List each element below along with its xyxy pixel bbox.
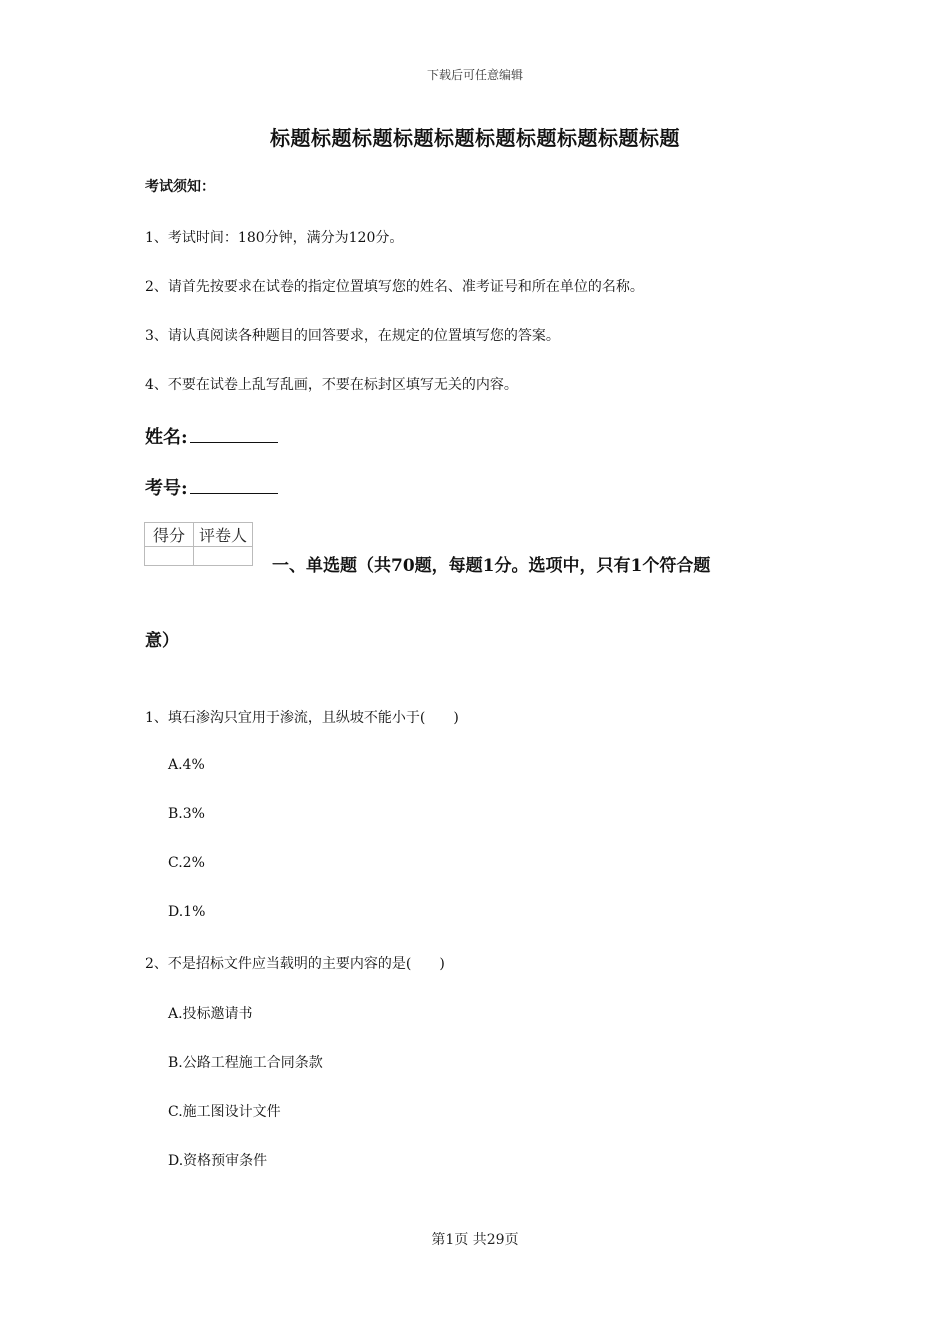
page-footer: 第1页 共29页 — [431, 1232, 519, 1248]
option-b: B.3% — [168, 806, 205, 822]
question-text: 2、不是招标文件应当载明的主要内容的是( ) — [145, 956, 445, 972]
option-d: D.1% — [168, 904, 206, 920]
option-b: B.公路工程施工合同条款 — [168, 1055, 323, 1071]
score-box-score-cell[interactable] — [145, 547, 194, 566]
option-d: D.资格预审条件 — [168, 1153, 268, 1169]
option-c: C.2% — [168, 855, 205, 871]
exam-id-field-blank[interactable] — [190, 492, 278, 494]
notice-item: 4、不要在试卷上乱写乱画，不要在标封区填写无关的内容。 — [145, 377, 518, 393]
exam-id-field — [145, 474, 278, 500]
notice-heading: 考试须知： — [145, 179, 215, 195]
exam-id-field-label: 考号: — [145, 478, 188, 499]
option-a: A.投标邀请书 — [168, 1006, 253, 1022]
score-box — [144, 522, 253, 566]
score-box-header-grader: 评卷人 — [194, 523, 253, 547]
section-title: 一、单选题（共70题，每题1分。选项中，只有1个符合题 — [272, 556, 711, 576]
score-box-header-score: 得分 — [145, 523, 194, 547]
question-text: 1、填石渗沟只宜用于渗流，且纵坡不能小于( ) — [145, 710, 459, 726]
name-field-blank[interactable] — [190, 441, 278, 443]
option-c: C.施工图设计文件 — [168, 1104, 281, 1120]
notice-item: 3、请认真阅读各种题目的回答要求，在规定的位置填写您的答案。 — [145, 328, 560, 344]
name-field — [145, 423, 278, 449]
header-note: 下载后可任意编辑 — [426, 68, 523, 82]
document-title: 标题标题标题标题标题标题标题标题标题标题 — [270, 126, 680, 150]
section-title-continued: 意） — [145, 631, 179, 651]
score-box-grader-cell[interactable] — [194, 547, 253, 566]
notice-item: 1、考试时间：180分钟，满分为120分。 — [145, 230, 404, 246]
notice-item: 2、请首先按要求在试卷的指定位置填写您的姓名、准考证号和所在单位的名称。 — [145, 279, 644, 295]
option-a: A.4% — [168, 757, 205, 773]
name-field-label: 姓名: — [145, 427, 188, 448]
